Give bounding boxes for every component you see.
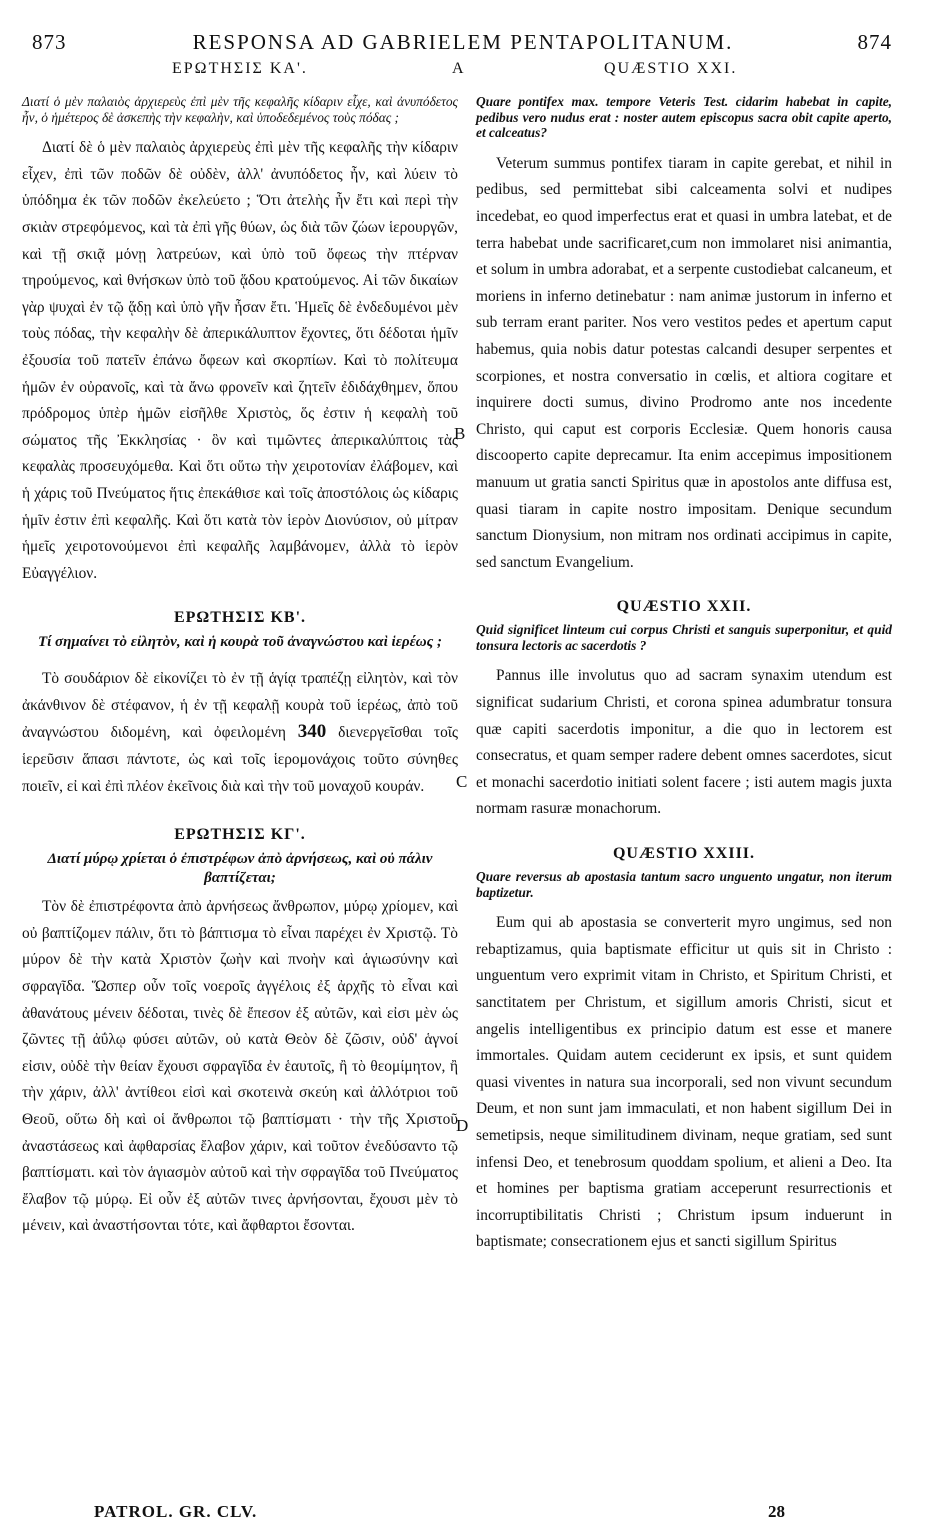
footer-signature: 28: [768, 1502, 785, 1521]
margin-mark-d: D: [456, 1116, 469, 1135]
greek-q23-question: Διατί μύρῳ χρίεται ὁ ἐπιστρέφων ἀπὸ ἀρνήσεως, καὶ οὐ πάλιν βαπτίζεται;: [47, 851, 433, 887]
greek-q22-answer: [22, 666, 458, 800]
page-number-right: 874: [857, 30, 892, 54]
latin-q22-question: Quid significet linteum cui corpus Christi et sanguis superponitur, et quid tonsura lectoris ac sacerdotis ?: [476, 622, 892, 653]
greek-q22-answer-part1: Τὸ σουδάριον δὲ εἰκονίζει τὸ ἐν τῇ ἁγίᾳ τραπέζῃ εἰλητὸν, καὶ τὸν ἀκάνθινον δὲ στέφανον, ἡ ἐν τῇ κεφαλῇ κουρὰ τοῦ ἱερέως, ἀπὸ τοῦ ἀναγνώστου διδομένη, καὶ ὀφειλομένη: [22, 670, 458, 742]
greek-q21-answer: Διατί δὲ ὁ μὲν παλαιὸς ἀρχιερεὺς ἐπὶ μὲν τῆς κεφαλῆς τὴν κίδαριν εἶχεν, ἐπὶ τῶν ποδῶν δὲ οὐδὲν, ἀλλ' ἀνυπόδετος ἦν, καὶ λύειν τὸ ὑπόδημα ἐκ τῶν ποδῶν ἐκελεύετο ; Ὅτι ἀτελὴς ἦν ἔτι καὶ περὶ τὴν σκιὰν στρεφόμενος, καὶ τὰ ἐπὶ γῆς θύων, ὡς διὰ τῶν ζώων ἱερουργῶν, καὶ τῇ σκιᾷ μόνῃ λατρεύων, καὶ ὑπὸ τοῦ ὄφεως τὴν πτέρναν τηρούμενος, καὶ θνήσκων ὑπὸ τοῦ ᾅδου κρατούμενος. Αἱ τῶν δικαίων γὰρ ψυχαὶ ἐν τῷ ᾅδῃ καὶ ὑπὸ γῆν ἦσαν ἔτι. Ἡμεῖς δὲ ἐνδεδυμένοι μὲν τοὺς πόδας, τὴν κεφαλὴν δὲ ἀπερικάλυπτον ἔχοντες, ὅτι δέδοται ἡμῖν ἐξουσία τοῦ πατεῖν ἐπάνω ὄφεων καὶ σκορπίων. Καὶ τὸ πολίτευμα ἡμῶν ἐν οὐρανοῖς, καὶ τὰ ἄνω φρονεῖν καὶ ζητεῖν ἐδιδάχθημεν, ὅπου πρόδρομος ὑπὲρ ἡμῶν εἰσῆλθε Χριστὸς, ὅς ἐστιν ἡ κεφαλὴ τοῦ σώματος τῆς Ἐκκλησίας · ὃν καὶ τιμῶντες ἀπερικαλύπτοις τὰς κεφαλὰς προσευχόμεθα. Καὶ ὅτι οὕτω τὴν χειροτονίαν ἐλάβομεν, καὶ ἡ χάρις τοῦ Πνεύματος ἥτις ἐπεκάθισε καὶ τοῖς ἀποστόλοις ὡς κίδαρις ἡμῖν ἐστιν ἐπὶ κεφαλῆς. Καὶ ὅτι κατὰ τὸν ἱερὸν Διονύσιον, οὐ μίτραν ἡμεῖς χειροτονούμενοι ἐπὶ κεφαλῆς λαμβάνομεν, ἀλλὰ τὸ ἱερὸν Εὐαγγέλιον.: [22, 139, 458, 582]
running-title: RESPONSA AD GABRIELEM PENTAPOLITANUM.: [192, 30, 734, 54]
latin-q21-answer: Veterum summus pontifex tiaram in capite gerebat, et nihil in pedibus, sed permittebat sibi calceamenta solvi et nudipes incedebat, eo quod imperfectus erat et quasi in umbra latebat, et de terra habebat unde sacrificaret,cum non immolaret nisi animantia, et solum in umbra adorabat, et a serpente custodiebat calcaneum, et moriens in inferno detinebatur : nam animæ justorum in inferno et sub terram erant pariter. Nos vero vestitos pedes et apertum caput habemus, quia nobis datur potestas calcandi desuper serpentes et scorpiones, et nostra conversatio in cœlis, et altiora cogitare et inquirere docti sumus, divino Prodromo ante nos incedente Christo, qui caput est corporis Ecclesiæ. Quem honoris causa discooperto capite deprecamur. Ita enim accepimus impositionem manuum ut gratia sancti Spiritus quæ in apostolos ante diffusa est, quasi tiaram in capite nostro impositam. Denique secundum sanctum Dionysium, non mitram nos ordinati accipimus in capite, sed sanctum Evangelium.: [476, 154, 892, 571]
page-number-left: 873: [32, 30, 67, 54]
greek-column: [22, 94, 458, 1240]
latin-q22-heading: QUÆSTIO XXII.: [616, 598, 752, 616]
greek-q23-heading: ΕΡΩΤΗΣΙΣ ΚΓ'.: [174, 826, 306, 844]
greek-q22-answer-part2: διενεργεῖσθαι τοῖς ἱερεῦσιν ἅπασι πάντοτε, ὡς καὶ τοῖς ἱερομονάχοις τοῦτο σύνηθες ποιεῖν, εἰ καὶ ἐπὶ πλέον ἐκεῖνοις διὰ καὶ τὴν τοῦ μοναχοῦ κουράν.: [22, 724, 458, 795]
margin-mark-c: C: [456, 772, 468, 791]
greek-question-heading: ΕΡΩΤΗΣΙΣ ΚΑ'.: [172, 60, 308, 77]
latin-question-heading: QUÆSTIO XXI.: [604, 60, 738, 77]
latin-column: [476, 94, 892, 1256]
latin-q22-answer: Pannus ille involutus quo ad sacram synaxim utendum est significat sudarium Christi, et corona spinea adumbratur tonsura quæ capiti sacerdotis imponitur, a die quo in lectorem est consecratus, et quam semper radere debent omnes sacerdotes, sicut et monachi sacerdotio initiati solent facere ; isti autem magis juxta normam rasuræ monachorum.: [476, 667, 892, 818]
margin-mark-b: B: [454, 424, 466, 443]
latin-q21-question: Quare pontifex max. tempore Veteris Test. cidarim habebat in capite, pedibus vero nudus erat : noster autem episcopus sacra obit capite aperto, et calceatus?: [476, 94, 892, 141]
latin-q23-answer: Eum qui ab apostasia se converterit myro ungimus, sed non rebaptizamus, quia baptismate efficitur ut quis sit in Christo : unguentum vero exprimit vitam in Christo, et Spiritum Christi, et sanctitatem per Christum, et sigillum amoris Christi, sicut et angelis intelligentibus ex principio datum est esse et manere immortales. Quidam autem ceciderunt ex ipsis, et sunt quidem quasi viventes in natura sua incorporali, sed non vivunt secundum Deum, et non sunt jam immaculati, et non habent sigillum Dei in semetipsis, neque similitudinem divinam, neque gratiam, sed sunt infensi Deo, et tenebrosum quoddam spolium, et alieni a Deo. Ita et homines per baptisma gratiam acceperunt resurrectionis et incorruptibilitatis Christi ; Christum ipsum induerunt in baptismate; consecrationem ejus et sancti sigillum Spiritus: [476, 914, 892, 1251]
footer-series: PATROL. GR. CLV.: [94, 1502, 258, 1521]
column-number: 340: [297, 721, 327, 743]
greek-q22-question: Τί σημαίνει τὸ εἰλητὸν, καὶ ἡ κουρὰ τοῦ ἀναγνώστου καὶ ἱερέως ;: [37, 634, 443, 651]
greek-q21-question: Διατί ὁ μὲν παλαιὸς ἀρχιερεὺς ἐπὶ μὲν τῆς κεφαλῆς κίδαριν εἶχε, καὶ ἀνυπόδετος ἦν, ὁ ἡμέτερος δὲ ἀσκεπὴς τὴν κεφαλὴν, καὶ ὑποδεδεμένος τοὺς πόδας ;: [22, 94, 458, 125]
margin-mark-a: A: [452, 60, 466, 77]
greek-q22-heading: ΕΡΩΤΗΣΙΣ ΚΒ'.: [173, 609, 307, 627]
latin-q23-heading: QUÆSTIO XXIII.: [612, 845, 756, 863]
greek-q23-answer: Τὸν δὲ ἐπιστρέφοντα ἀπὸ ἀρνήσεως ἄνθρωπον, μύρῳ χρίομεν, καὶ οὐ βαπτίζομεν πάλιν, ὅτι τὸ βάπτισμα τὸ εἶναι παρέχει ἐν Χριστῷ. Τὸ μύρον δὲ τὴν κατὰ Χριστὸν ζωὴν καὶ πνοὴν καὶ ἁγιωσύνην καὶ σφραγῖδα. Ὥσπερ οὖν τοῖς νοεροῖς ἀγγέλοις ἐξ ἀρχῆς τὸ εἶναι καὶ ἀθανάτους μένειν δέδοται, τινὲς δὲ ἔπεσον ἐξ αὐτῶν, καὶ εἰσι μὲν ὡς ζῶντες τῇ ἀΰλῳ φύσει αὐτῶν, οὐ κατὰ Θεὸν δὲ ζῶσιν, οὐδ' ἁγνοί εἰσιν, οὐδὲ τὴν θείαν ἔχουσι σφραγῖδα ἐν ἑαυτοῖς, ἢ τὸ θεομίμητον, ἢ τὴν χάριν, ἀλλ' ἀντίθεοι εἰσὶ καὶ σκοτεινὰ σκεύη καὶ ἀλλότριοι τοῦ Θεοῦ, οὕτω δὴ καὶ οἱ ἄνθρωποι τῷ βαπτίσματι · τὴν τῆς Χριστοῦ ἀναστάσεως καὶ ἀφθαρσίας ἔλαβον χάριν, καὶ τοῦτον ἐνεδύσαντο τῷ βαπτίσματι. καὶ τὸν ἁγιασμὸν αὐτοῦ καὶ τὴν σφραγῖδα τοῦ Πνεύματος ἔλαβον τῷ μύρῳ. Εἰ οὖν ἐξ αὐτῶν τινες ἀρνήσονται, ἔχουσι μὲν τὸ μένειν, καὶ ἀναστήσονται τότε, καὶ ἄφθαρτοι ἔσονται.: [22, 898, 458, 1235]
latin-q23-question: Quare reversus ab apostasia tantum sacro unguento ungatur, non iterum baptizetur.: [476, 869, 892, 900]
